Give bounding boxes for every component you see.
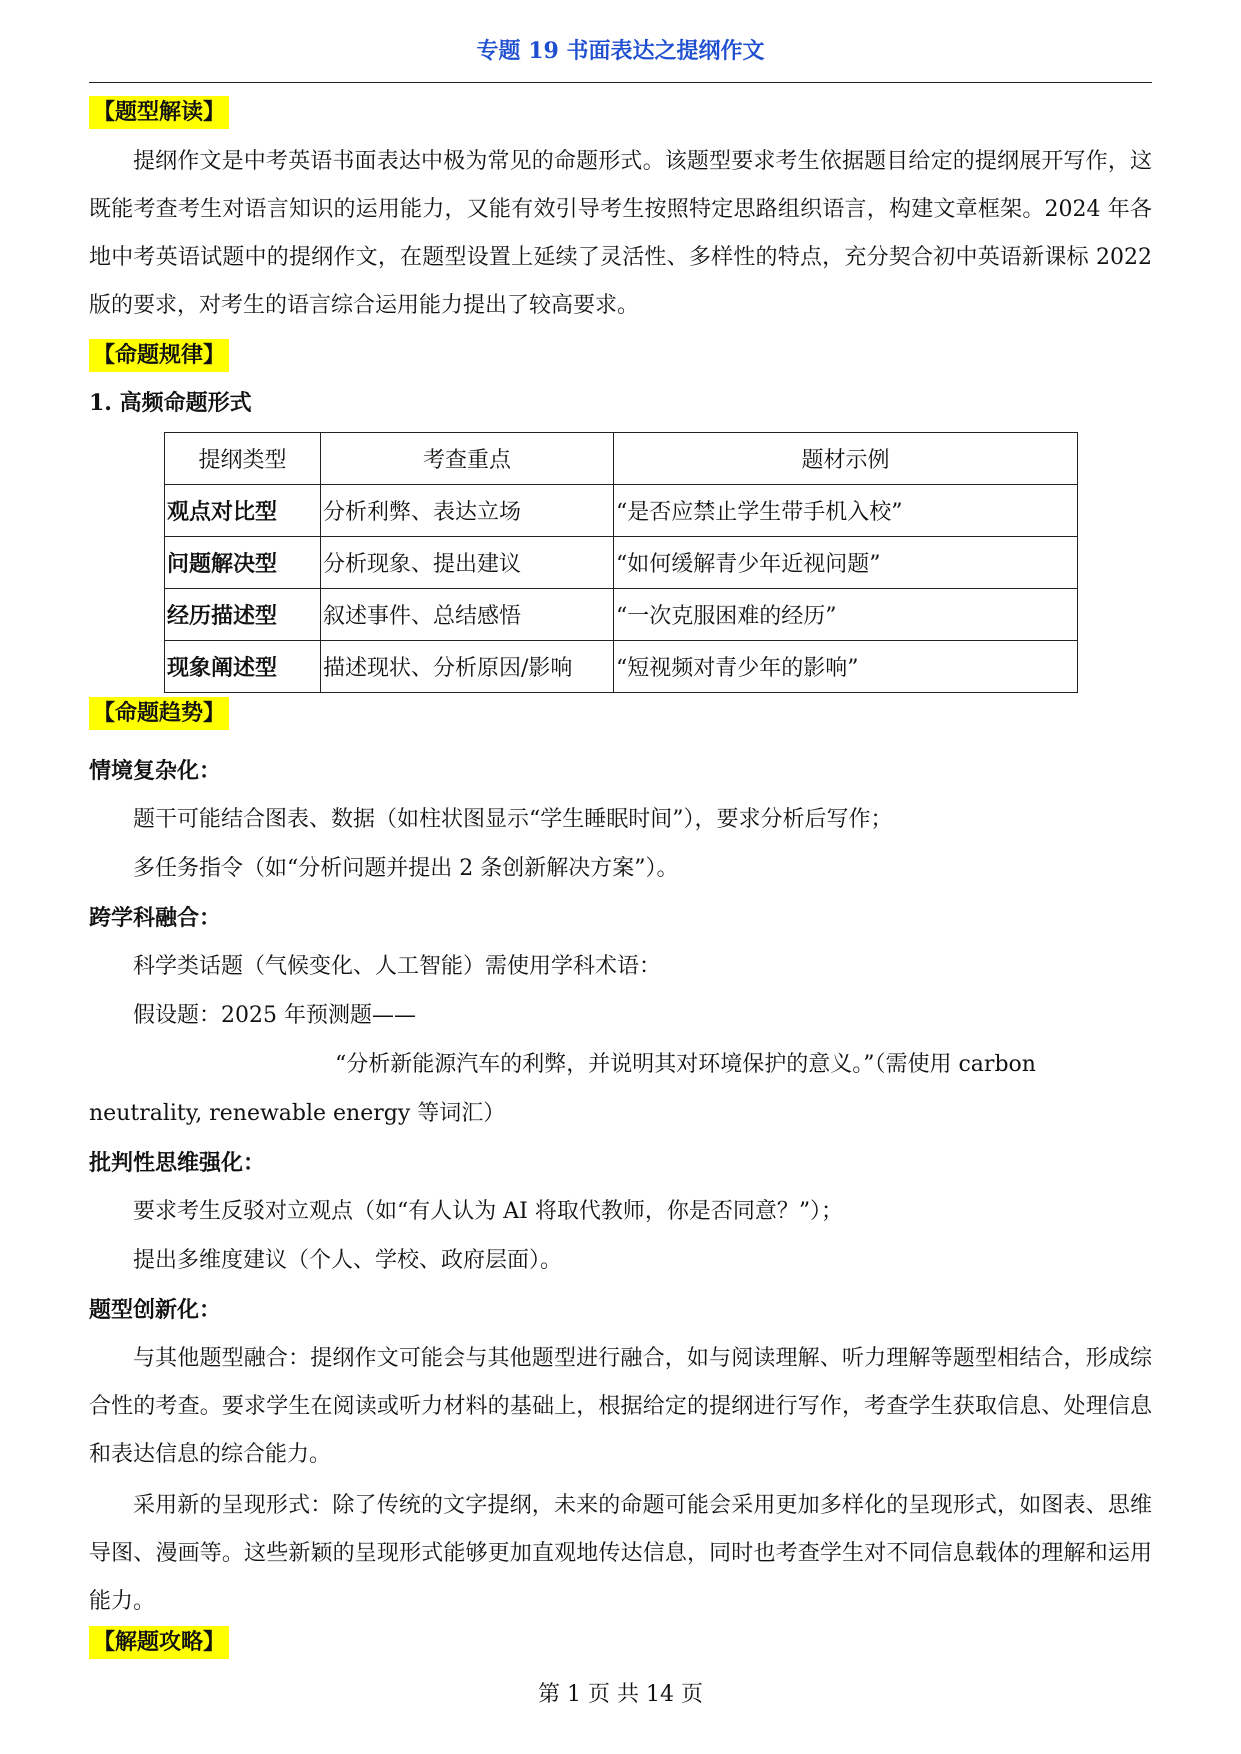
table-cell-focus: 描述现状、分析原因/影响 — [321, 641, 614, 693]
trend-text: “分析新能源汽车的利弊，并说明其对环境保护的意义。”（需使用 carbon — [335, 1052, 1036, 1077]
table-cell-type: 问题解决型 — [165, 537, 321, 589]
table-row — [165, 485, 1078, 537]
table-cell-type: 观点对比型 — [165, 485, 321, 537]
page-number: 第 1 页 共 14 页 — [538, 1682, 703, 1707]
trend-heading-critical-thinking: 批判性思维强化： — [89, 1150, 266, 1176]
trend-text: 科学类话题（气候变化、人工智能）需使用学科术语： — [133, 954, 662, 979]
section-label-rules: 【命题规律】 — [89, 339, 229, 372]
table-cell-example: “短视频对青少年的影响” — [614, 641, 1078, 693]
trend-text: 多任务指令（如“分析问题并提出 2 条创新解决方案”）。 — [133, 856, 679, 881]
table-cell-example: “一次克服困难的经历” — [614, 589, 1078, 641]
outline-types-table — [164, 432, 1078, 693]
interpretation-paragraph: 提纲作文是中考英语书面表达中极为常见的命题形式。该题型要求考生依据题目给定的提纲展开写作，这既能考查考生对语言知识的运用能力，又能有效引导考生按照特定思路组织语言，构建文章框架。2024 年各地中考英语试题中的提纲作文，在题型设置上延续了灵活性、多样性的特点，充分契合初中英语新课标 2022 版的要求，对考生的语言综合运用能力提出了较高要求。 — [89, 149, 1152, 318]
table-header-cell: 考查重点 — [321, 433, 614, 485]
table-row — [165, 641, 1078, 693]
table-cell-example: “如何缓解青少年近视问题” — [614, 537, 1078, 589]
trend-text: 题干可能结合图表、数据（如柱状图显示“学生睡眠时间”），要求分析后写作； — [133, 807, 893, 832]
section-label-interpretation: 【题型解读】 — [89, 96, 229, 129]
trend-heading-cross-discipline: 跨学科融合： — [89, 905, 222, 931]
table-header-cell: 提纲类型 — [165, 433, 321, 485]
page-title: 专题 19 书面表达之提纲作文 — [476, 38, 765, 64]
table-row — [165, 589, 1078, 641]
subheading-high-frequency: 1. 高频命题形式 — [89, 390, 252, 416]
trend-text: 提出多维度建议（个人、学校、政府层面）。 — [133, 1248, 563, 1273]
trend-heading-innovation: 题型创新化： — [89, 1297, 222, 1323]
header-divider — [89, 82, 1152, 83]
table-row — [165, 537, 1078, 589]
table-cell-example: “是否应禁止学生带手机入校” — [614, 485, 1078, 537]
table-header-row — [165, 433, 1078, 485]
trend-text: 假设题：2025 年预测题—— — [133, 1003, 416, 1028]
table-cell-focus: 叙述事件、总结感悟 — [321, 589, 614, 641]
table-header-cell: 题材示例 — [614, 433, 1078, 485]
section-label-trends: 【命题趋势】 — [89, 697, 229, 730]
trend-text: 要求考生反驳对立观点（如“有人认为 AI 将取代教师，你是否同意？”）； — [133, 1199, 844, 1224]
section-label-strategy: 【解题攻略】 — [89, 1626, 229, 1659]
table-cell-focus: 分析现象、提出建议 — [321, 537, 614, 589]
trend-text: neutrality, renewable energy 等词汇） — [89, 1101, 506, 1126]
trend-heading-complex-context: 情境复杂化： — [89, 758, 222, 784]
trend-paragraph-fusion: 与其他题型融合：提纲作文可能会与其他题型进行融合，如与阅读理解、听力理解等题型相结合，形成综合性的考查。要求学生在阅读或听力材料的基础上，根据给定的提纲进行写作，考查学生获取信息、处理信息和表达信息的综合能力。 — [89, 1346, 1152, 1467]
table-cell-type: 经历描述型 — [165, 589, 321, 641]
trend-paragraph-presentation: 采用新的呈现形式：除了传统的文字提纲，未来的命题可能会采用更加多样化的呈现形式，如图表、思维导图、漫画等。这些新颖的呈现形式能够更加直观地传达信息，同时也考查学生对不同信息载体的理解和运用能力。 — [89, 1493, 1152, 1614]
table-cell-type: 现象阐述型 — [165, 641, 321, 693]
table-cell-focus: 分析利弊、表达立场 — [321, 485, 614, 537]
